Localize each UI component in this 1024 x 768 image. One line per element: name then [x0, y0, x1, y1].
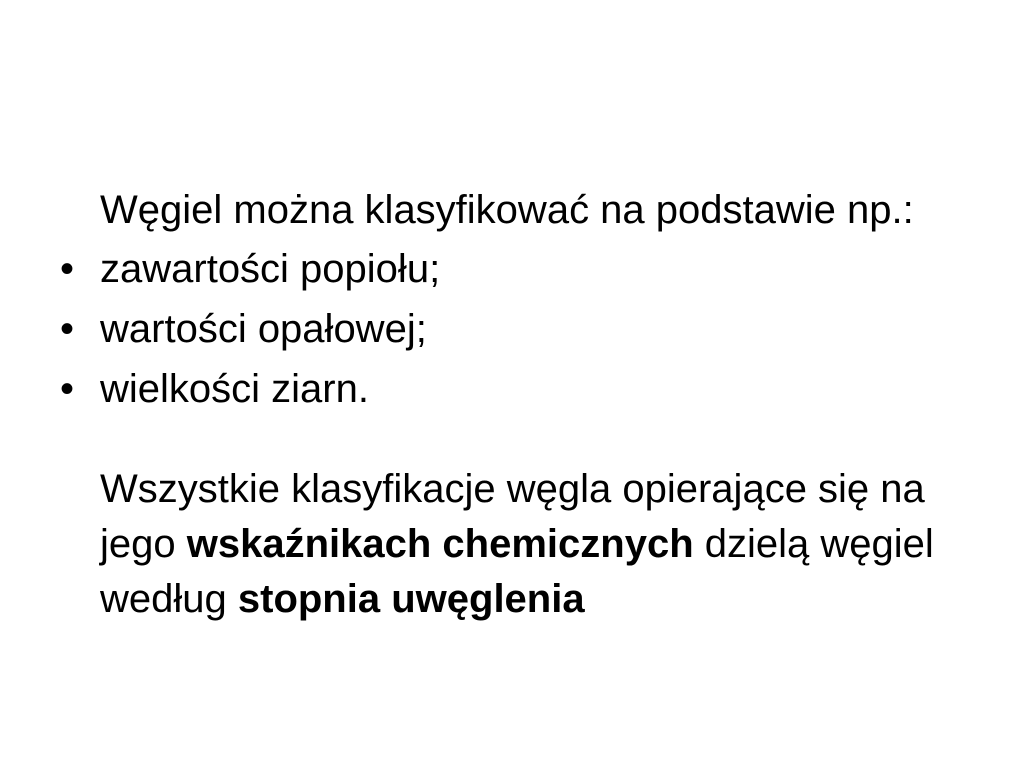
summary-text — [100, 462, 980, 627]
summary-part-1: Wszystkie klasyfikacje węgla opierające się na jego — [100, 467, 925, 566]
bullet-icon: • — [60, 367, 75, 411]
summary-bold-coalification-degree: stopnia uwęglenia — [237, 577, 585, 621]
list-item-text: wielkości ziarn. — [100, 367, 369, 411]
summary-part-2: dzielą węgiel według — [100, 522, 934, 621]
list-item-text: zawartości popiołu; — [100, 247, 441, 291]
list-item-text: wartości opałowej; — [100, 307, 427, 351]
summary-bold-chemical-indicators: wskaźnikach chemicznych — [186, 522, 694, 566]
slide-body — [60, 183, 980, 627]
list-item — [60, 242, 980, 297]
list-item — [60, 362, 980, 417]
bullet-icon: • — [60, 247, 75, 291]
classification-list — [60, 242, 980, 417]
list-item — [60, 302, 980, 357]
intro-text: Węgiel można klasyfikować na podstawie np.: — [100, 188, 914, 232]
bullet-icon: • — [60, 307, 75, 351]
